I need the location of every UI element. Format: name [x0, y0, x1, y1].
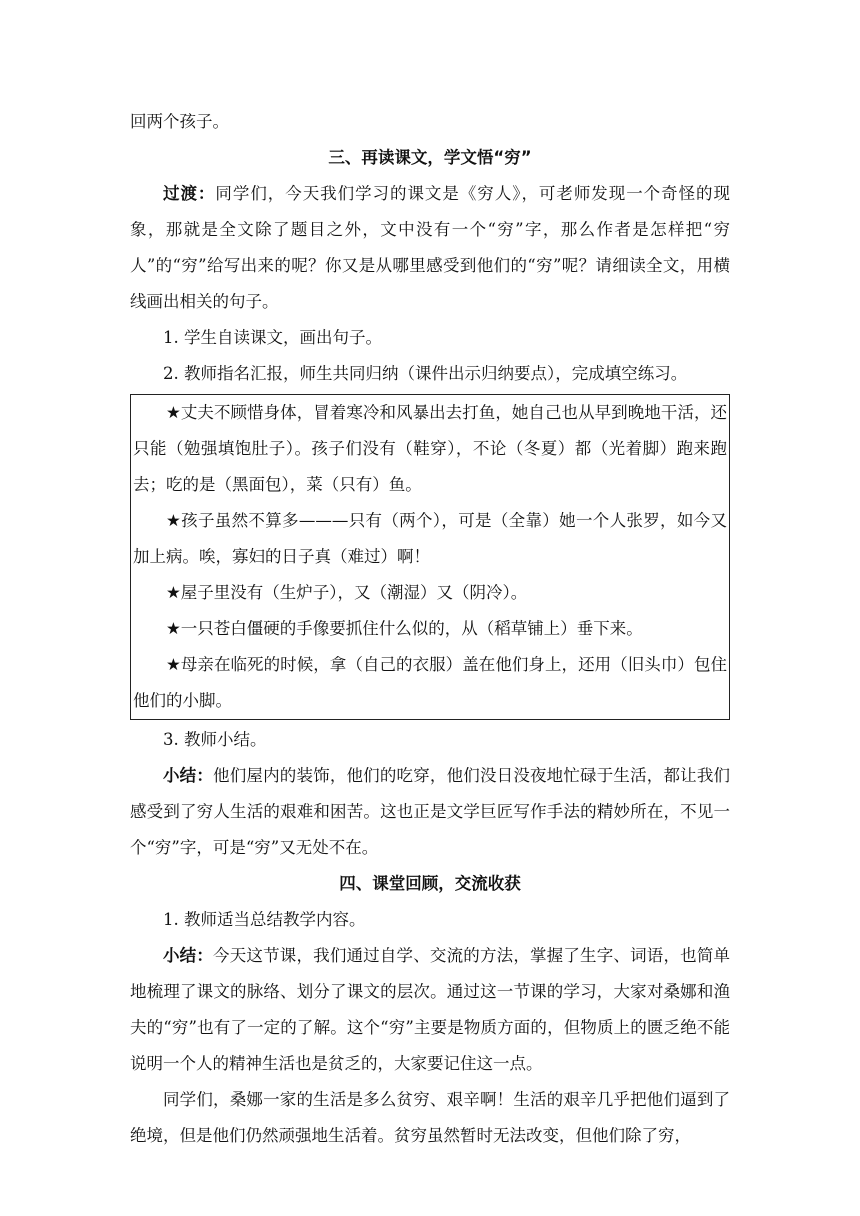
closing-paragraph: 同学们，桑娜一家的生活是多么贫穷、艰辛啊！生活的艰辛几乎把他们逼到了绝境，但是他们仍然顽强地生活着。贫穷虽然暂时无法改变，但他们除了穷， — [130, 1090, 730, 1145]
step-1: 1. 学生自读课文，画出句子。 — [163, 328, 382, 347]
fill-in-exercise-box — [130, 394, 730, 720]
exercise-item — [133, 395, 727, 503]
exercise-item-text: 母亲在临死的时候，拿（自己的衣服）盖在他们身上，还用（旧头巾）包住他们的小脚。 — [133, 655, 727, 710]
summary-text: 他们屋内的装饰，他们的吃穿，他们没日没夜地忙碌于生活，都让我们感受到了穷人生活的艰难和困苦。这也正是文学巨匠写作手法的精妙所在，不见一个“穷”字，可是“穷”又无处不在。 — [130, 766, 731, 857]
paragraph-continuation: 回两个孩子。 — [130, 112, 229, 131]
summary-paragraph-2 — [130, 938, 730, 1082]
exercise-item-text: 丈夫不顾惜身体，冒着寒冷和风暴出去打鱼，她自己也从早到晚地干活，还只能（勉强填饱肚子）。孩子们没有（鞋穿），不论（冬夏）都（光着脚）跑来跑去；吃的是（黑面包），菜（只有）鱼。 — [133, 403, 727, 494]
exercise-item — [133, 575, 727, 611]
star-icon: ★ — [166, 619, 181, 638]
exercise-item — [133, 503, 727, 575]
step-2: 2. 教师指名汇报，师生共同归纳（课件出示归纳要点），完成填空练习。 — [163, 364, 688, 383]
star-icon: ★ — [166, 583, 181, 602]
step-3: 3. 教师小结。 — [163, 730, 267, 749]
summary-text: 今天这节课，我们通过自学、交流的方法，掌握了生字、词语，也简单地梳理了课文的脉络、划分了课文的层次。通过这一节课的学习，大家对桑娜和渔夫的“穷”也有了一定的了解。这个“穷”主要是物质方面的，但物质上的匮乏绝不能说明一个人的精神生活也是贫乏的，大家要记住这一点。 — [130, 946, 731, 1073]
step-4: 1. 教师适当总结教学内容。 — [163, 910, 366, 929]
exercise-item-text: 孩子虽然不算多———只有（两个），可是（全靠）她一个人张罗，如今又加上病。唉，寡妇的日子真（难过）啊！ — [133, 511, 728, 566]
document-page — [130, 104, 730, 1154]
star-icon: ★ — [166, 511, 182, 530]
exercise-item — [133, 611, 727, 647]
summary-paragraph-1 — [130, 758, 730, 866]
section-4-heading: 四、课堂回顾，交流收获 — [339, 874, 521, 893]
transition-paragraph — [130, 176, 730, 320]
summary-label: 小结： — [163, 946, 214, 965]
exercise-item-text: 屋子里没有（生炉子），又（潮湿）又（阴冷）。 — [180, 583, 528, 602]
transition-label: 过渡： — [163, 184, 216, 203]
transition-text: 同学们，今天我们学习的课文是《穷人》，可老师发现一个奇怪的现象，那就是全文除了题目之外，文中没有一个“穷”字，那么作者是怎样把“穷人”的“穷”给写出来的呢？你又是从哪里感受到他们的“穷”呢？请细读全文，用横线画出相关的句子。 — [130, 184, 731, 311]
star-icon: ★ — [166, 655, 181, 674]
star-icon: ★ — [166, 403, 181, 422]
section-3-heading: 三、再读课文，学文悟“穷” — [328, 148, 532, 167]
exercise-item-text: 一只苍白僵硬的手像要抓住什么似的，从（稻草铺上）垂下来。 — [180, 619, 643, 638]
summary-label: 小结： — [163, 766, 214, 785]
exercise-item — [133, 647, 727, 719]
